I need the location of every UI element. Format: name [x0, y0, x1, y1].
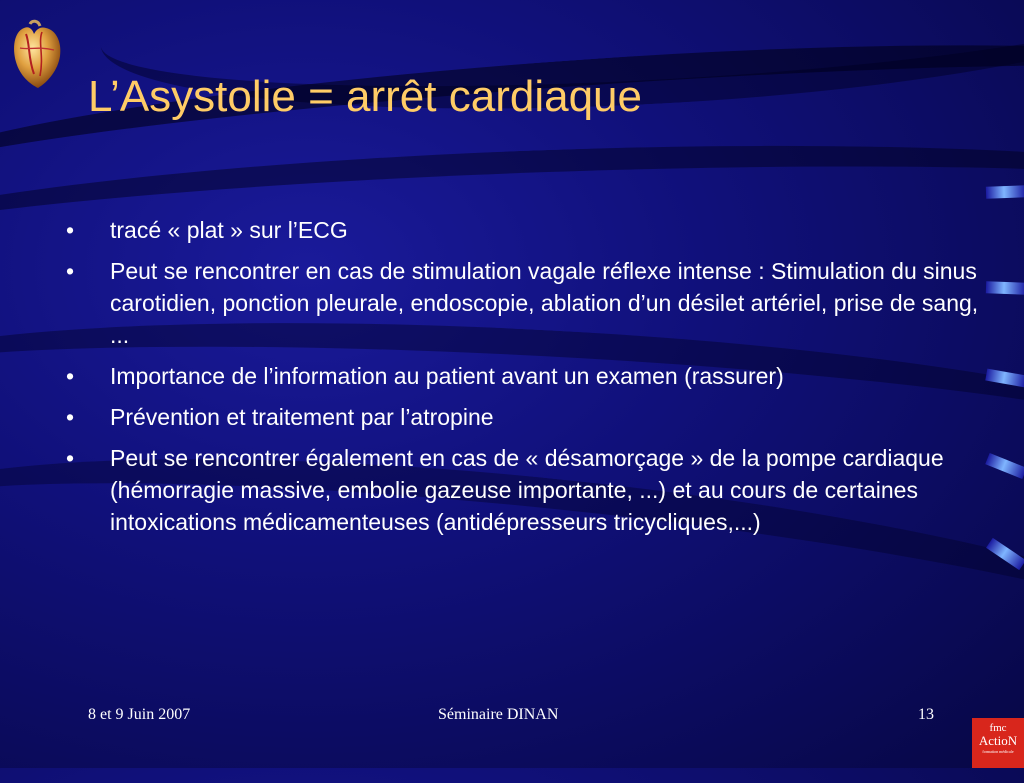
bullet-text: Peut se rencontrer en cas de stimulation vagale réflexe intense : Stimulation du sinus carotidien, ponction pleurale, endoscopie, ablation d’un désilet artériel, prise de sang, ...	[110, 258, 979, 348]
page-number: 13	[918, 706, 934, 723]
bullet-list	[66, 214, 996, 547]
bullet-symbol: •	[66, 363, 75, 389]
bullet-text: Peut se rencontrer également en cas de « désamorçage » de la pompe cardiaque (hémorragie massive, embolie gazeuse importante, ...) et au cours de certaines intoxications médicamenteuses (antidépresseurs tricycliques,...)	[110, 445, 944, 535]
edge-accent	[986, 185, 1024, 198]
heart-icon	[8, 18, 64, 90]
list-item	[66, 442, 996, 538]
list-item	[66, 360, 996, 392]
bullet-text: Importance de l’information au patient avant un examen (rassurer)	[110, 363, 784, 389]
bullet-text: Prévention et traitement par l’atropine	[110, 404, 494, 430]
fmc-action-logo	[972, 718, 1024, 768]
logo-line-fmc: fmc	[989, 722, 1007, 734]
bullet-symbol: •	[66, 217, 75, 243]
bullet-symbol: •	[66, 258, 75, 284]
list-item	[66, 401, 996, 433]
logo-line-action: ActioN	[978, 733, 1018, 748]
logo-line-subtitle: formation médicale	[982, 749, 1014, 754]
list-item	[66, 255, 996, 351]
bullet-text: tracé « plat » sur l’ECG	[110, 217, 348, 243]
list-item	[66, 214, 996, 246]
bullet-symbol: •	[66, 445, 75, 471]
footer-date: 8 et 9 Juin 2007	[88, 706, 191, 723]
bullet-symbol: •	[66, 404, 75, 430]
slide-title: L’Asystolie = arrêt cardiaque	[88, 72, 642, 121]
footer-event: Séminaire DINAN	[438, 706, 559, 723]
